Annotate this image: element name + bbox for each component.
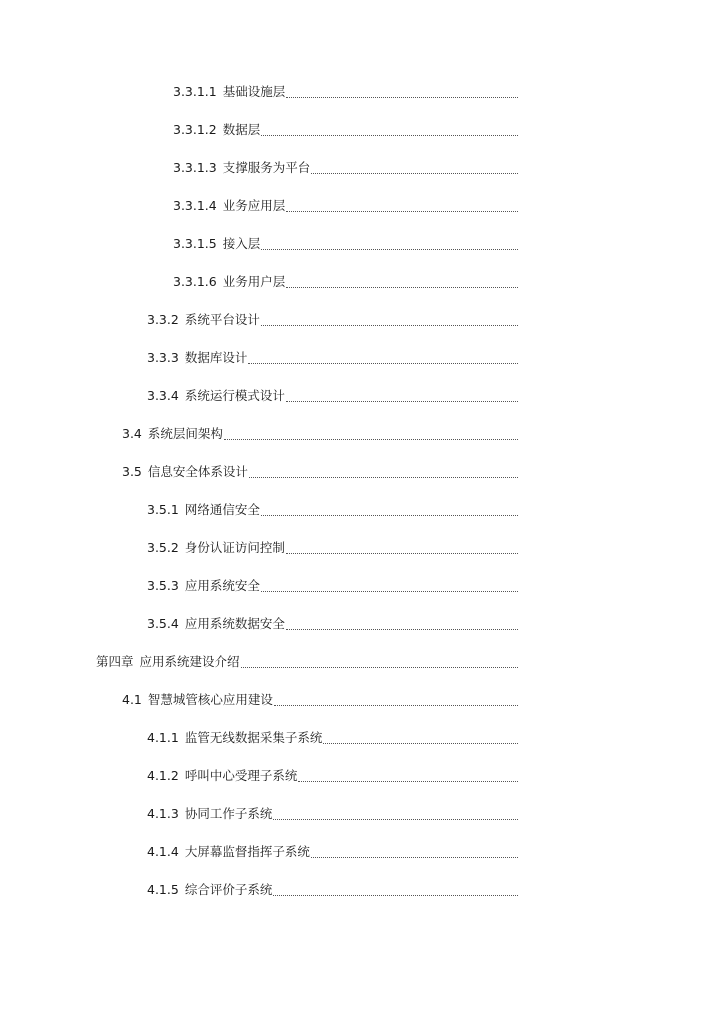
toc-entry[interactable] <box>147 726 518 746</box>
toc-entry[interactable] <box>173 156 518 176</box>
toc-entry-title: 数据库设计 <box>184 350 248 365</box>
dot-leader <box>261 322 518 326</box>
toc-entry-number: 3.3.1.3 <box>173 160 217 175</box>
toc-entry-title: 网络通信安全 <box>184 502 260 517</box>
toc-entry-number: 3.5.3 <box>147 578 179 593</box>
toc-entry-title: 接入层 <box>222 236 261 251</box>
dot-leader <box>273 816 518 820</box>
toc-entry-number: 3.3.3 <box>147 350 179 365</box>
dot-leader <box>261 132 518 136</box>
toc-entry-title: 系统运行模式设计 <box>184 388 285 403</box>
toc-entry-number: 3.4 <box>122 426 142 441</box>
toc-entry-title: 综合评价子系统 <box>184 882 273 897</box>
dot-leader <box>249 474 518 478</box>
toc-entry[interactable] <box>147 612 518 632</box>
toc-entry-number: 4.1.2 <box>147 768 179 783</box>
toc-entry[interactable] <box>147 536 518 556</box>
toc-entry-title: 应用系统建设介绍 <box>139 654 240 669</box>
dot-leader <box>286 398 518 402</box>
toc-entry[interactable] <box>147 498 518 518</box>
toc-entry-number: 3.3.1.5 <box>173 236 217 251</box>
toc-entry-title: 应用系统数据安全 <box>184 616 285 631</box>
dot-leader <box>261 512 518 516</box>
toc-entry-number: 3.3.1.2 <box>173 122 217 137</box>
toc-entry[interactable] <box>147 802 518 822</box>
toc-entry-number: 4.1 <box>122 692 142 707</box>
toc-entry-number: 4.1.1 <box>147 730 179 745</box>
toc-entry-title: 身份认证访问控制 <box>184 540 285 555</box>
toc-entry-number: 4.1.4 <box>147 844 179 859</box>
toc-entry-number: 3.5.2 <box>147 540 179 555</box>
toc-entry[interactable] <box>122 460 518 480</box>
toc-entry-number: 3.3.2 <box>147 312 179 327</box>
dot-leader <box>241 664 518 668</box>
toc-entry-title: 支撑服务为平台 <box>222 160 311 175</box>
toc-entry[interactable] <box>122 422 518 442</box>
toc-entry[interactable] <box>147 384 518 404</box>
toc-entry[interactable] <box>147 308 518 328</box>
toc-entry-title: 智慧城管核心应用建设 <box>147 692 273 707</box>
toc-entry-number: 3.3.4 <box>147 388 179 403</box>
dot-leader <box>273 892 518 896</box>
toc-entry-title: 呼叫中心受理子系统 <box>184 768 298 783</box>
toc-entry-title: 应用系统安全 <box>184 578 260 593</box>
toc-entry-title: 协同工作子系统 <box>184 806 273 821</box>
toc-entry[interactable] <box>147 764 518 784</box>
dot-leader <box>311 170 518 174</box>
toc-entry[interactable] <box>147 346 518 366</box>
toc-entry[interactable] <box>96 650 518 670</box>
toc-entry[interactable] <box>173 232 518 252</box>
toc-entry[interactable] <box>173 118 518 138</box>
toc-entry-title: 业务用户层 <box>222 274 286 289</box>
dot-leader <box>286 626 518 630</box>
dot-leader <box>274 702 518 706</box>
dot-leader <box>286 208 518 212</box>
toc-entry-title: 监管无线数据采集子系统 <box>184 730 323 745</box>
toc-entry-number: 3.3.1.4 <box>173 198 217 213</box>
toc-entry-number: 3.5 <box>122 464 142 479</box>
dot-leader <box>311 854 518 858</box>
toc-entry-title: 大屏幕监督指挥子系统 <box>184 844 310 859</box>
dot-leader <box>261 588 518 592</box>
dot-leader <box>261 246 518 250</box>
toc-entry-title: 系统平台设计 <box>184 312 260 327</box>
dot-leader <box>248 360 518 364</box>
dot-leader <box>224 436 518 440</box>
dot-leader <box>286 550 518 554</box>
toc-entry[interactable] <box>173 270 518 290</box>
toc-entry-title: 数据层 <box>222 122 261 137</box>
toc-entry-number: 3.3.1.1 <box>173 84 217 99</box>
dot-leader <box>286 284 518 288</box>
toc-entry-title: 基础设施层 <box>222 84 286 99</box>
toc-entry-title: 信息安全体系设计 <box>147 464 248 479</box>
toc-entry-number: 第四章 <box>96 654 134 669</box>
toc-entry[interactable] <box>147 574 518 594</box>
dot-leader <box>323 740 518 744</box>
toc-entry-number: 3.5.1 <box>147 502 179 517</box>
toc-entry[interactable] <box>122 688 518 708</box>
toc-entry-title: 系统层间架构 <box>147 426 223 441</box>
toc-entry[interactable] <box>147 840 518 860</box>
toc-entry[interactable] <box>173 194 518 214</box>
toc-entry-number: 3.3.1.6 <box>173 274 217 289</box>
dot-leader <box>298 778 518 782</box>
toc-entry-number: 3.5.4 <box>147 616 179 631</box>
toc-entry[interactable] <box>173 80 518 100</box>
toc-entry-number: 4.1.3 <box>147 806 179 821</box>
dot-leader <box>286 94 518 98</box>
toc-entry[interactable] <box>147 878 518 898</box>
toc-entry-title: 业务应用层 <box>222 198 286 213</box>
toc-entry-number: 4.1.5 <box>147 882 179 897</box>
